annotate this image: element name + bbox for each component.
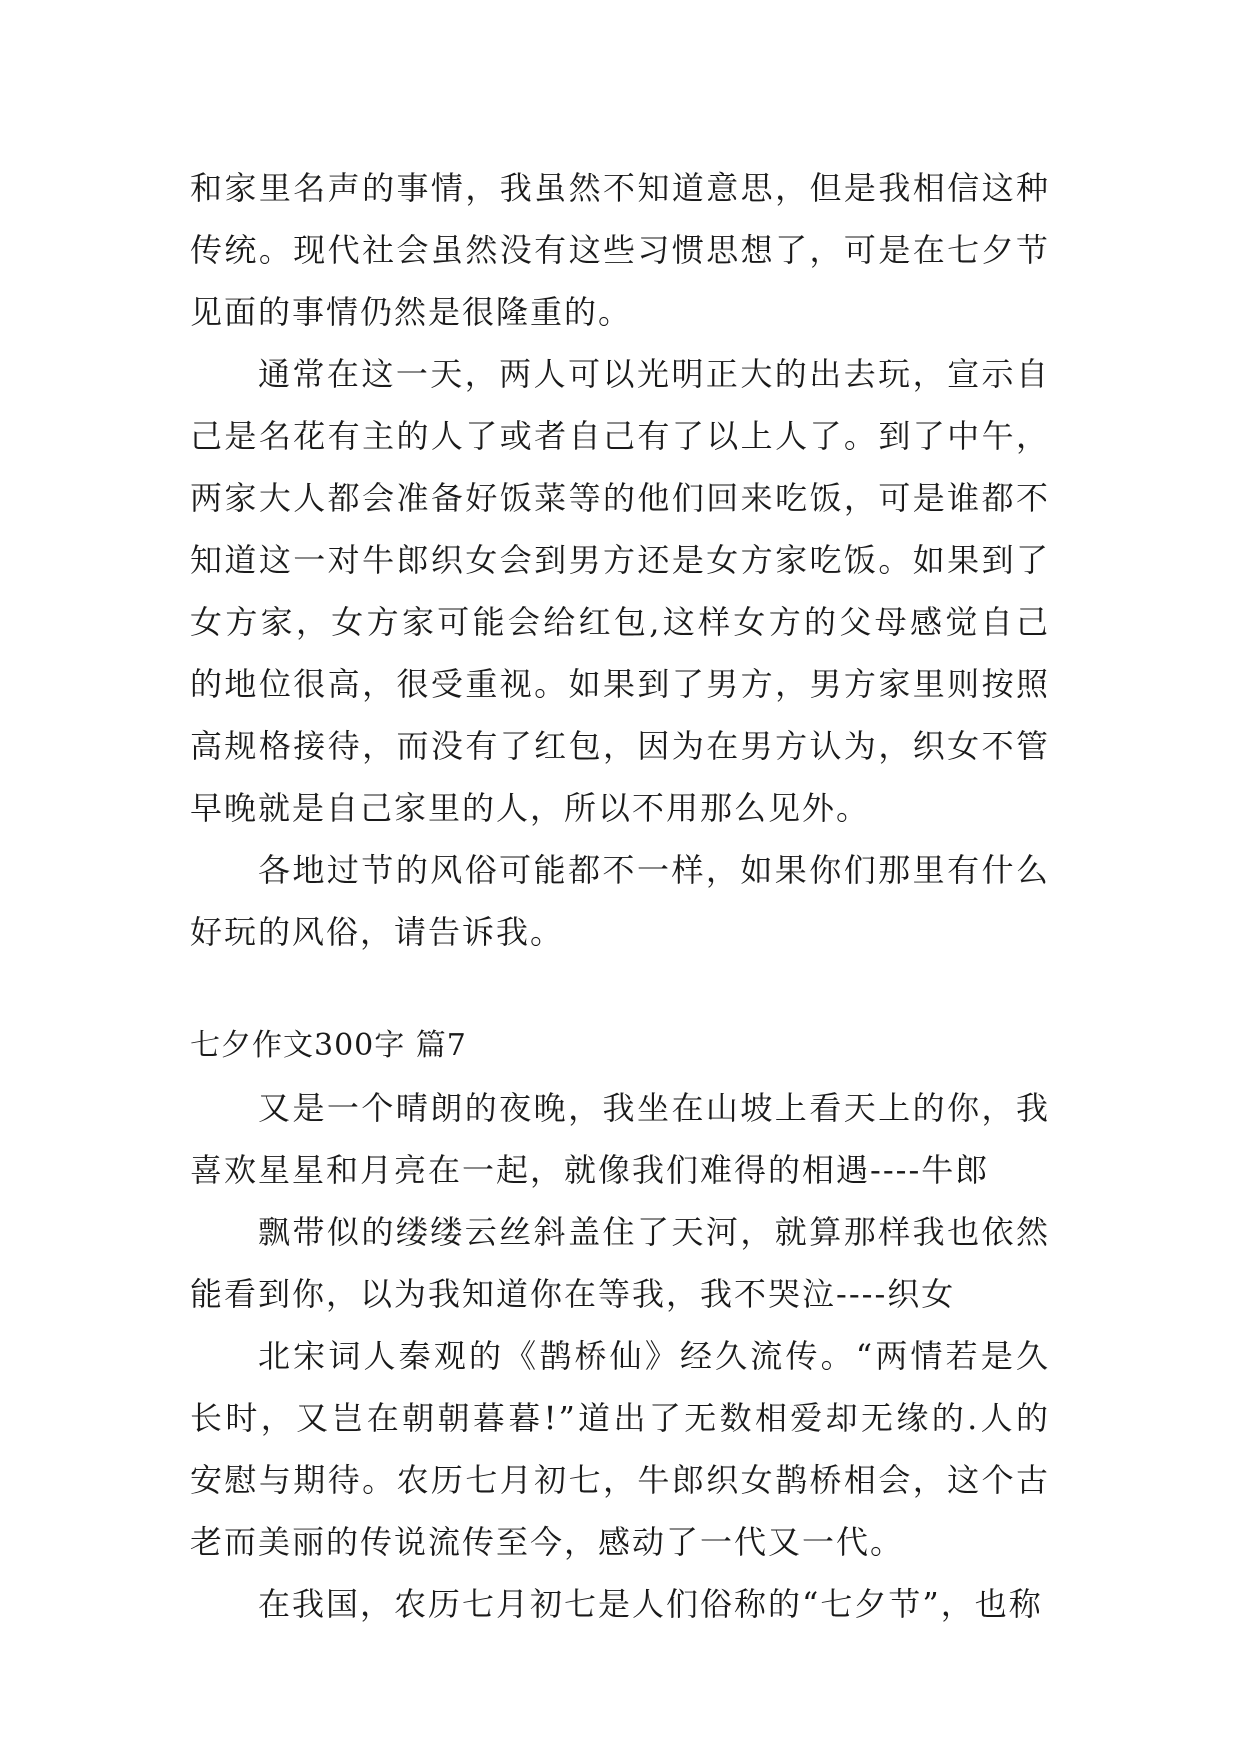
paragraph: 通常在这一天，两人可以光明正大的出去玩，宣示自己是名花有主的人了或者自己有了以上人了。到了中午，两家大人都会准备好饭菜等的他们回来吃饭，可是谁都不知道这一对牛郎织女会到男方还是女方家吃饭。如果到了女方家，女方家可能会给红包,这样女方的父母感觉自己的地位很高，很受重视。如果到了男方，男方家里则按照高规格接待，而没有了红包，因为在男方认为，织女不管早晚就是自己家里的人，所以不用那么见外。 [190,355,1050,827]
paragraph: 在我国，农历七月初七是人们俗称的“七夕节”，也称 [258,1585,1043,1623]
paragraph: 北宋词人秦观的《鹊桥仙》经久流传。“两情若是久长时，又岂在朝朝暮暮!”道出了无数相爱却无缘的.人的安慰与期待。农历七月初七，牛郎织女鹊桥相会，这个古老而美丽的传说流传至今，感动了一代又一代。 [190,1337,1050,1561]
document-body [190,157,1050,1635]
section-heading: 七夕作文300字 篇7 [190,1028,467,1063]
paragraph: 飘带似的缕缕云丝斜盖住了天河，就算那样我也依然能看到你，以为我知道你在等我，我不哭泣----织女 [190,1213,1050,1313]
paragraph: 各地过节的风俗可能都不一样，如果你们那里有什么好玩的风俗，请告诉我。 [190,851,1050,951]
paragraph: 又是一个晴朗的夜晚，我坐在山坡上看天上的你，我喜欢星星和月亮在一起，就像我们难得的相遇----牛郎 [190,1089,1050,1189]
paragraph: 和家里名声的事情，我虽然不知道意思，但是我相信这种传统。现代社会虽然没有这些习惯思想了，可是在七夕节见面的事情仍然是很隆重的。 [190,169,1050,331]
